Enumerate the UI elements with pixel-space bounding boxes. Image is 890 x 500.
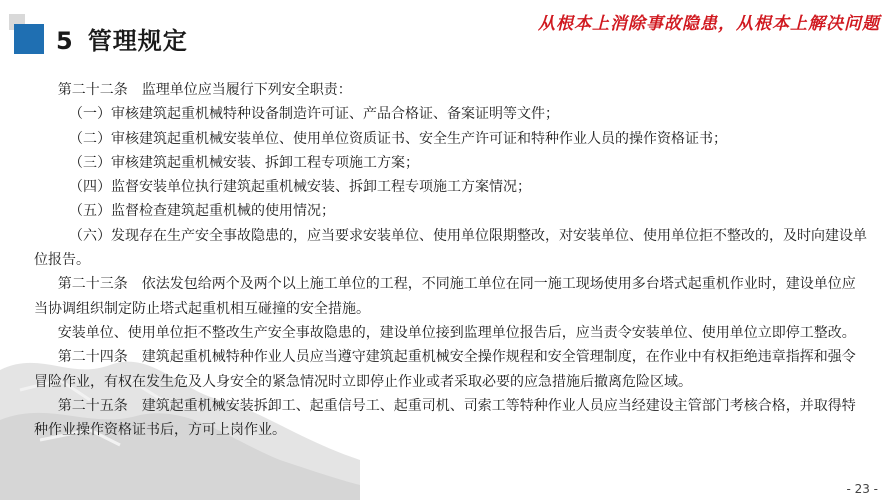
list-item: （六）发现存在生产安全事故隐患的，应当要求安装单位、使用单位限期整改，对安装单位、使用单位拒不整改的，及时向建设单位报告。 bbox=[34, 227, 867, 269]
page-title bbox=[56, 21, 188, 56]
article-23-paragraph: 第二十三条 依法发包给两个及两个以上施工单位的工程，不同施工单位在同一施工现场使用多台塔式起重机作业时，建设单位应当协调组织制定防止塔式起重机相互碰撞的安全措施。 bbox=[34, 276, 856, 317]
list-item: （四）监督安装单位执行建筑起重机械安装、拆卸工程专项施工方案情况； bbox=[69, 179, 531, 196]
page-number: - 23 - bbox=[846, 482, 878, 496]
slogan: 从根本上消除事故隐患，从根本上解决问题 bbox=[538, 14, 880, 34]
decor-square-blue bbox=[14, 24, 44, 54]
article-24-paragraph: 第二十四条 建筑起重机械特种作业人员应当遵守建筑起重机械安全操作规程和安全管理制度，在作业中有权拒绝违章指挥和强令冒险作业，有权在发生危及人身安全的紧急情况时立即停止作业或者采取必要的应急措施后撤离危险区域。 bbox=[34, 349, 856, 390]
section-number: 5 bbox=[56, 27, 74, 55]
list-item: （三）审核建筑起重机械安装、拆卸工程专项施工方案； bbox=[69, 154, 419, 171]
list-item: （五）监督检查建筑起重机械的使用情况； bbox=[69, 203, 335, 220]
article-22-heading: 第二十二条 监理单位应当履行下列安全职责： bbox=[57, 82, 352, 98]
section-title: 管理规定 bbox=[87, 27, 188, 55]
list-item: （二）审核建筑起重机械安装单位、使用单位资质证书、安全生产许可证和特种作业人员的操作资格证书； bbox=[69, 130, 727, 147]
article-23-continuation: 安装单位、使用单位拒不整改生产安全事故隐患的，建设单位接到监理单位报告后，应当责令安装单位、使用单位立即停工整改。 bbox=[57, 324, 856, 341]
article-25-paragraph: 第二十五条 建筑起重机械安装拆卸工、起重信号工、起重司机、司索工等特种作业人员应当经建设主管部门考核合格，并取得特种作业操作资格证书后，方可上岗作业。 bbox=[34, 397, 856, 439]
regulation-text bbox=[34, 78, 869, 442]
list-item: （一）审核建筑起重机械特种设备制造许可证、产品合格证、备案证明等文件； bbox=[69, 106, 559, 123]
